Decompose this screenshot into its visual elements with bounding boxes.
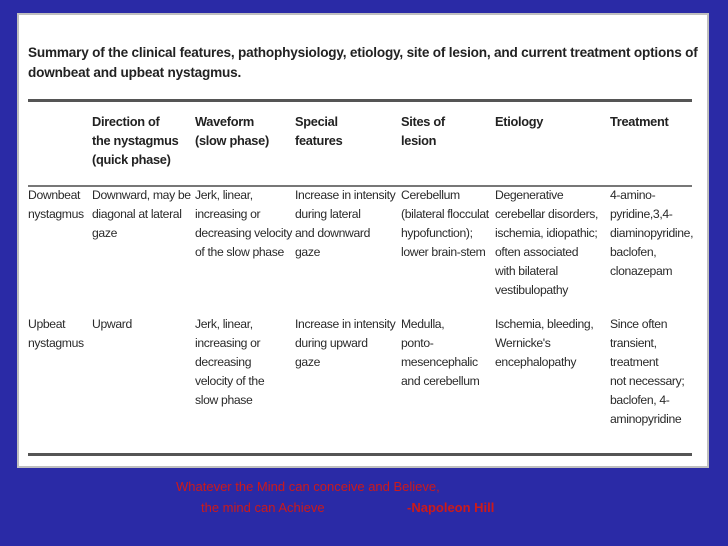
quote-line-2: the mind can Achieve — [201, 500, 325, 515]
header-cell-direction: Direction of the nystagmus (quick phase) — [92, 114, 179, 167]
quote-author: -Napoleon Hill — [407, 500, 495, 515]
quote-line-1: Whatever the Mind can conceive and Believe, — [176, 479, 440, 494]
row-downbeat-special-features: Increase in intensity during lateral and downward gaze — [295, 188, 396, 259]
row-downbeat-sites: Cerebellum (bilateral flocculat hypofunction); lower brain-stem — [401, 188, 489, 259]
header-cell-treatment: Treatment — [610, 114, 669, 129]
row-upbeat-waveform: Jerk, linear, increasing or decreasing velocity of the slow phase — [195, 317, 265, 407]
table-top-rule — [28, 99, 692, 102]
row-downbeat-etiology: Degenerative cerebellar disorders, ischemia, idiopathic; often associated with bilateral vestibulopathy — [495, 188, 599, 297]
row-upbeat-label: Upbeat nystagmus — [28, 317, 84, 350]
header-cell-special-features: Special features — [295, 114, 343, 148]
row-upbeat-etiology: Ischemia, bleeding, Wernicke's encephalopathy — [495, 317, 594, 369]
header-cell-etiology: Etiology — [495, 114, 544, 129]
summary-table-card — [17, 13, 709, 468]
row-upbeat-direction: Upward — [92, 317, 132, 331]
row-downbeat-direction: Downward, may be diagonal at lateral gaze — [92, 188, 191, 240]
row-downbeat-waveform: Jerk, linear, increasing or decreasing velocity of the slow phase — [195, 188, 292, 259]
row-upbeat-sites: Medulla, ponto- mesencephalic and cerebellum — [401, 317, 480, 388]
table-bottom-rule — [28, 453, 692, 456]
table-title: Summary of the clinical features, pathophysiology, etiology, site of lesion, and current treatment options of downbeat and upbeat nystagmus. — [28, 45, 698, 80]
row-upbeat-treatment: Since often transient, treatment not necessary; baclofen, 4- aminopyridine — [610, 317, 685, 426]
row-upbeat-special-features: Increase in intensity during upward gaze — [295, 317, 396, 369]
row-downbeat-treatment: 4-amino- pyridine,3,4- diaminopyridine, baclofen, clonazepam — [610, 188, 694, 278]
header-cell-waveform: Waveform (slow phase) — [195, 114, 269, 148]
row-downbeat-label: Downbeat nystagmus — [28, 188, 84, 221]
header-cell-sites-of-lesion: Sites of lesion — [401, 114, 445, 148]
